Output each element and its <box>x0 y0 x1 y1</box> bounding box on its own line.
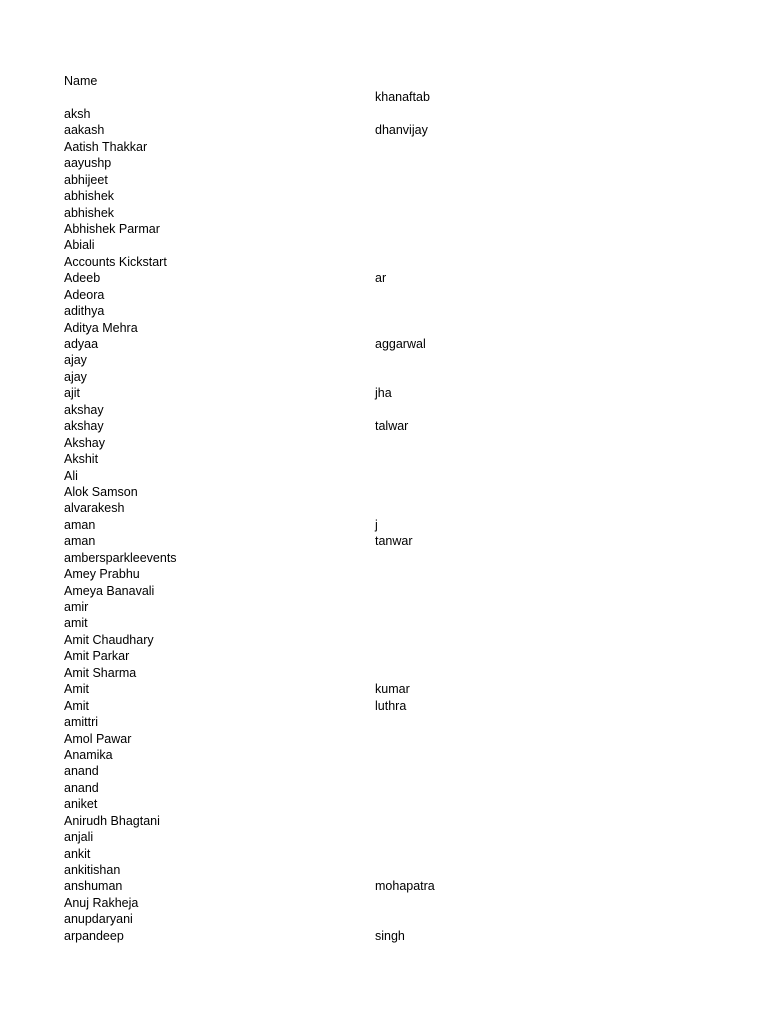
table-row <box>64 796 724 812</box>
first-name-cell: Amit Parkar <box>64 649 130 664</box>
first-name-cell: ajit <box>64 386 80 401</box>
last-name-cell: mohapatra <box>375 879 435 894</box>
first-name-cell: ankit <box>64 846 91 861</box>
table-row <box>64 665 724 681</box>
table-row <box>64 418 724 434</box>
table-row <box>64 813 724 829</box>
table-row <box>64 681 724 697</box>
table-row <box>64 451 724 467</box>
first-name-cell: aman <box>64 534 96 549</box>
table-row <box>64 484 724 500</box>
table-row <box>64 533 724 549</box>
table-row <box>64 385 724 401</box>
last-name-cell: singh <box>375 928 405 943</box>
table-row <box>64 205 724 221</box>
first-name-cell: Anirudh Bhagtani <box>64 813 160 828</box>
table-row <box>64 829 724 845</box>
first-name-cell: aman <box>64 517 96 532</box>
table-row <box>64 336 724 352</box>
first-name-cell: anshuman <box>64 879 123 894</box>
first-name-cell: Accounts Kickstart <box>64 254 167 269</box>
table-row <box>64 172 724 188</box>
first-name-cell: Abhishek Parmar <box>64 221 160 236</box>
first-name-cell: akshay <box>64 402 104 417</box>
first-name-cell: ajay <box>64 369 87 384</box>
table-row <box>64 106 724 122</box>
table-row <box>64 780 724 796</box>
first-name-cell: Ali <box>64 468 78 483</box>
last-name-cell: jha <box>375 386 392 401</box>
first-name-cell: aniket <box>64 797 98 812</box>
table-row <box>64 632 724 648</box>
table-row <box>64 188 724 204</box>
first-name-cell: amittri <box>64 715 99 730</box>
first-name-cell: Amit <box>64 698 89 713</box>
table-row <box>64 402 724 418</box>
table-row <box>64 303 724 319</box>
first-name-cell: ambersparkleevents <box>64 550 177 565</box>
table-row <box>64 122 724 138</box>
first-name-cell: abhijeet <box>64 172 108 187</box>
table-row <box>64 155 724 171</box>
first-name-cell: Aatish Thakkar <box>64 139 148 154</box>
first-name-cell: Alok Samson <box>64 484 138 499</box>
first-name-cell: ankitishan <box>64 863 121 877</box>
first-name-cell: arpandeep <box>64 928 124 943</box>
first-name-cell: Amit Chaudhary <box>64 632 154 647</box>
first-name-cell: Abiali <box>64 238 95 253</box>
table-row <box>64 583 724 599</box>
table-row <box>64 517 724 533</box>
first-name-cell: Ameya Banavali <box>64 583 155 598</box>
first-name-cell: anand <box>64 764 99 779</box>
table-row <box>64 846 724 862</box>
table-row <box>64 648 724 664</box>
table-row <box>64 468 724 484</box>
first-name-cell: aksh <box>64 106 91 121</box>
first-name-cell: amit <box>64 616 88 631</box>
table-row <box>64 254 724 270</box>
first-name-cell: Amol Pawar <box>64 731 132 746</box>
table-row <box>64 435 724 451</box>
first-name-cell: anupdaryani <box>64 912 133 927</box>
first-name-cell: alvarakesh <box>64 501 125 516</box>
first-name-cell: akshay <box>64 419 104 434</box>
first-name-cell: abhishek <box>64 205 115 220</box>
first-name-cell: abhishek <box>64 189 115 204</box>
table-row <box>64 928 724 944</box>
first-name-cell: aakash <box>64 123 105 138</box>
last-name-cell: khanaftab <box>375 90 430 105</box>
first-name-cell: adyaa <box>64 337 99 351</box>
table-row <box>64 615 724 631</box>
first-name-cell: Adeora <box>64 287 105 302</box>
last-name-cell: kumar <box>375 682 410 697</box>
last-name-cell: ar <box>375 271 387 286</box>
table-row <box>64 139 724 155</box>
last-name-cell: talwar <box>375 419 409 434</box>
first-name-cell: Amey Prabhu <box>64 567 140 582</box>
first-name-cell: Adeeb <box>64 271 101 286</box>
last-name-cell: dhanvijay <box>375 123 428 138</box>
table-row <box>64 369 724 385</box>
table-row <box>64 287 724 303</box>
last-name-cell: aggarwal <box>375 337 426 351</box>
table-row <box>64 270 724 286</box>
table-row <box>64 320 724 336</box>
header-row <box>64 73 724 89</box>
first-name-cell: Anuj Rakheja <box>64 895 139 910</box>
table-row <box>64 731 724 747</box>
table-row <box>64 862 724 878</box>
table-row <box>64 747 724 763</box>
first-name-cell: Amit Sharma <box>64 665 137 680</box>
first-name-cell: Akshay <box>64 435 105 450</box>
table-row <box>64 895 724 911</box>
table-row <box>64 566 724 582</box>
table-row <box>64 763 724 779</box>
first-name-cell: anand <box>64 780 99 795</box>
table-row <box>64 500 724 516</box>
table-row <box>64 89 724 105</box>
name-list-table <box>64 73 724 944</box>
first-name-cell: Anamika <box>64 747 113 762</box>
table-row <box>64 221 724 237</box>
table-row <box>64 352 724 368</box>
first-name-cell: amir <box>64 600 89 614</box>
first-name-cell: Amit <box>64 682 89 697</box>
first-name-cell: Akshit <box>64 452 99 467</box>
first-name-cell: Aditya Mehra <box>64 320 138 335</box>
table-row <box>64 878 724 894</box>
table-row <box>64 714 724 730</box>
first-name-cell: anjali <box>64 830 94 845</box>
table-row <box>64 237 724 253</box>
first-name-cell: adithya <box>64 304 105 319</box>
table-row <box>64 550 724 566</box>
last-name-cell: luthra <box>375 698 407 713</box>
first-name-cell: ajay <box>64 353 87 368</box>
table-row <box>64 698 724 714</box>
table-row <box>64 911 724 927</box>
first-name-cell: aayushp <box>64 156 112 171</box>
table-row <box>64 599 724 615</box>
last-name-cell: tanwar <box>375 534 413 549</box>
last-name-cell: j <box>375 517 378 532</box>
column-header-name: Name <box>64 74 98 88</box>
